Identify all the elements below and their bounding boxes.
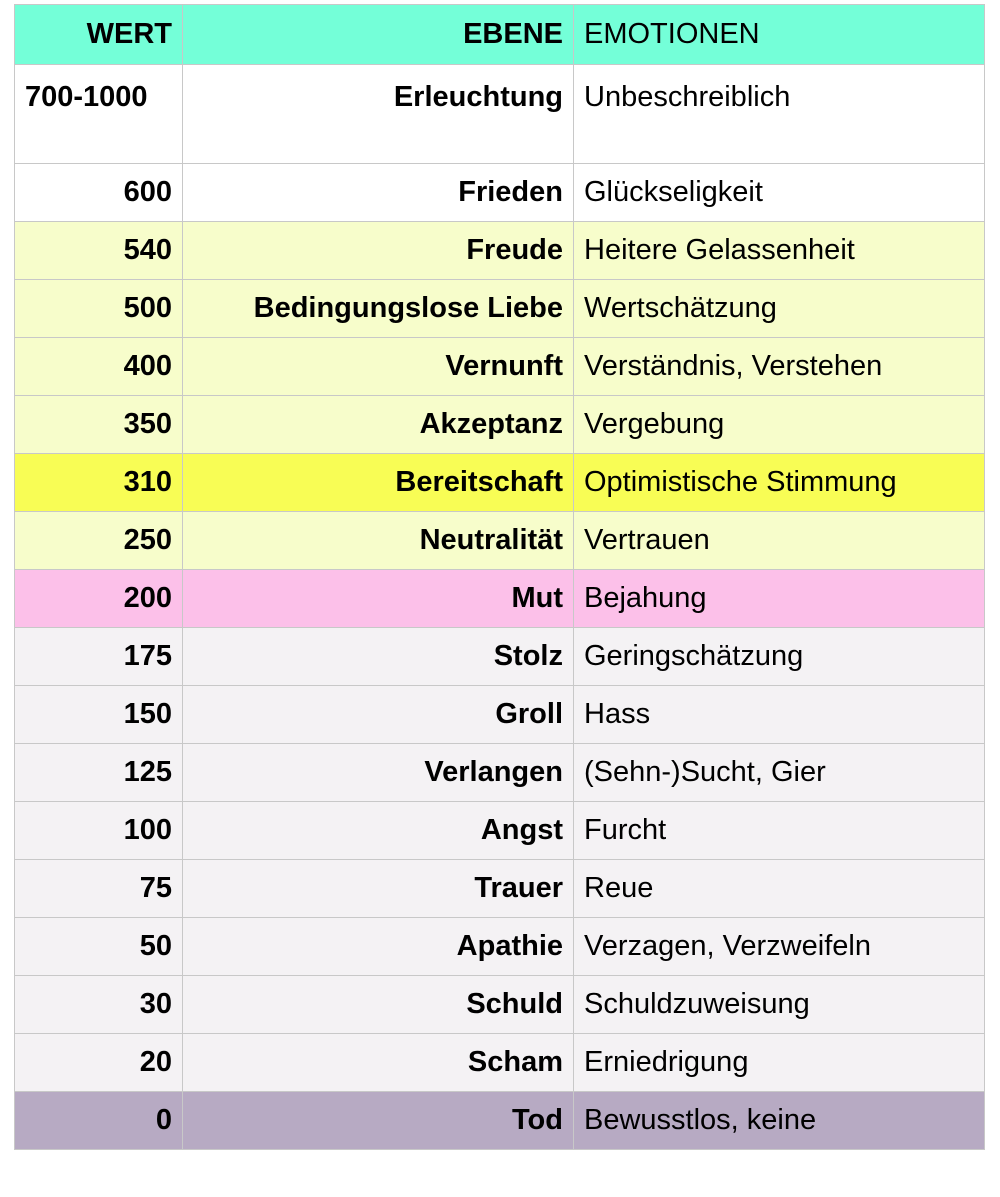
ebene-cell: Trauer [183,860,574,918]
table-row [15,744,985,802]
wert-cell: 250 [15,512,183,570]
header-ebene: EBENE [183,5,574,65]
wert-cell: 700-1000 [15,65,183,164]
header-emotionen: EMOTIONEN [574,5,985,65]
emotion-cell: Bewusstlos, keine [574,1092,985,1150]
table-body [15,65,985,1150]
table-row [15,628,985,686]
table-row [15,396,985,454]
wert-cell: 100 [15,802,183,860]
wert-cell: 150 [15,686,183,744]
emotion-cell: Heitere Gelassenheit [574,222,985,280]
levels-table [14,4,985,1150]
ebene-cell: Bedingungslose Liebe [183,280,574,338]
ebene-cell: Tod [183,1092,574,1150]
wert-cell: 540 [15,222,183,280]
wert-cell: 600 [15,164,183,222]
emotion-cell: Schuldzuweisung [574,976,985,1034]
ebene-cell: Erleuchtung [183,65,574,164]
table-row [15,338,985,396]
emotion-cell: Verständnis, Verstehen [574,338,985,396]
ebene-cell: Akzeptanz [183,396,574,454]
emotion-cell: (Sehn-)Sucht, Gier [574,744,985,802]
wert-cell: 50 [15,918,183,976]
header-wert: WERT [15,5,183,65]
emotion-cell: Wertschätzung [574,280,985,338]
header-row [15,5,985,65]
emotion-cell: Optimistische Stimmung [574,454,985,512]
emotion-cell: Hass [574,686,985,744]
wert-cell: 20 [15,1034,183,1092]
wert-cell: 0 [15,1092,183,1150]
ebene-cell: Vernunft [183,338,574,396]
ebene-cell: Schuld [183,976,574,1034]
ebene-cell: Stolz [183,628,574,686]
ebene-cell: Mut [183,570,574,628]
table-row [15,164,985,222]
emotion-cell: Geringschätzung [574,628,985,686]
wert-cell: 125 [15,744,183,802]
emotion-cell: Vertrauen [574,512,985,570]
ebene-cell: Frieden [183,164,574,222]
ebene-cell: Bereitschaft [183,454,574,512]
emotion-cell: Erniedrigung [574,1034,985,1092]
table-row [15,570,985,628]
emotion-cell: Reue [574,860,985,918]
emotion-cell: Furcht [574,802,985,860]
table-row [15,222,985,280]
table-row [15,686,985,744]
wert-cell: 75 [15,860,183,918]
emotion-cell: Glückseligkeit [574,164,985,222]
table-row [15,1034,985,1092]
wert-cell: 310 [15,454,183,512]
ebene-cell: Groll [183,686,574,744]
ebene-cell: Scham [183,1034,574,1092]
wert-cell: 175 [15,628,183,686]
ebene-cell: Verlangen [183,744,574,802]
table-row [15,280,985,338]
table-row [15,65,985,164]
table-header [15,5,985,65]
emotion-cell: Vergebung [574,396,985,454]
table-row [15,918,985,976]
table-row [15,802,985,860]
ebene-cell: Neutralität [183,512,574,570]
table-row [15,1092,985,1150]
table-row [15,454,985,512]
ebene-cell: Apathie [183,918,574,976]
wert-cell: 400 [15,338,183,396]
wert-cell: 200 [15,570,183,628]
table-row [15,512,985,570]
emotion-cell: Verzagen, Verzweifeln [574,918,985,976]
ebene-cell: Freude [183,222,574,280]
wert-cell: 30 [15,976,183,1034]
emotion-cell: Unbeschreiblich [574,65,985,164]
table-row [15,976,985,1034]
emotion-cell: Bejahung [574,570,985,628]
wert-cell: 350 [15,396,183,454]
wert-cell: 500 [15,280,183,338]
ebene-cell: Angst [183,802,574,860]
table-row [15,860,985,918]
